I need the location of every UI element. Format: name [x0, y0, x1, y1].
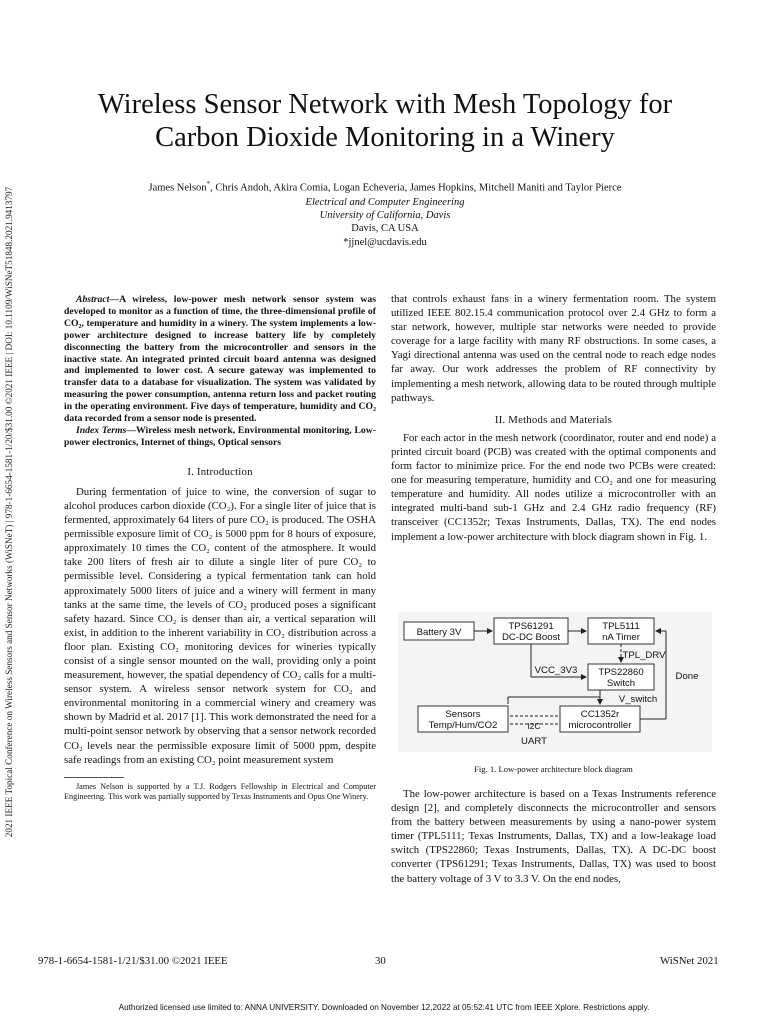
author-first: James Nelson [148, 182, 207, 194]
abstract-label: Abstract [76, 294, 110, 305]
affil-univ: University of California, Davis [319, 210, 451, 222]
right-column [391, 292, 716, 544]
abstract [64, 294, 376, 425]
section-heading-intro: I. Introduction [187, 465, 253, 478]
label-battery: Battery 3V [416, 627, 462, 638]
label-vcc: VCC_3V3 [534, 665, 578, 676]
affil-email: *jjnel@ucdavis.edu [343, 236, 427, 248]
label-tpl-drv: TPL_DRV [622, 650, 666, 661]
footer-conference: WiSNet 2021 [660, 955, 719, 967]
license-notice: Authorized licensed use limited to: ANNA UNIVERSITY. Downloaded on November 12,2022 at 05:52:41 UTC from IEEE Xplore. Restrictions apply. [118, 1003, 650, 1012]
label-uart: UART [521, 736, 547, 747]
paper-title [40, 88, 730, 154]
architecture-paragraph: The low-power architecture is based on a Texas Instruments reference design [2], and completely disconnects the microcontroller and sensors from the battery between measurements by using a nano-power system timer (TPL5111; Texas Instruments, Dallas, TX) and a low-leakage load switch (TPS22860; Texas Instruments, Dallas, TX). A DC-DC boost converter (TPS61291; Texas Instruments, Dallas, TX) was used to boost the battery voltage of 3 V to 3.3 V. On the end nodes, [391, 788, 716, 885]
section-heading-methods: II. Methods and Materials [494, 413, 613, 426]
index-terms [64, 425, 376, 449]
intro-paragraph: During fermentation of juice to wine, the conversion of sugar to alcohol produces carbon dioxide (CO₂). For a single liter of juice that is fermented, approximately 64 liters of pure CO₂ is produced. The OSHA permissible exposure limit of CO₂ is 5000 ppm for 8 hours of exposure, approximately 10 times the CO₂ content of the atmosphere. It would take 200 liters of fresh air to dilute a single liter of pure CO₂ to permissible level. Considering a typical fermentation tank can hold approximately 5000 liters of juice and a winery will ferment in many tanks at the same time, the levels of CO₂ produced poses a significant safety hazard. Since CO₂ is denser than air, a vertical separation will exist, in addition to the inherent variability in CO₂ distribution across a floor plan. Existing CO₂ monitoring devices for wineries typically consist of a single sensor mounted on the wall, providing only a point measurement, however, the spatial dependency of CO₂ calls for a multi-sensor system. A wireless sensor network system for CO₂ and environmental monitoring in a commercial winery and creamery was shown by Madrid et al. 2017 [1]. This work demonstrated the need for a multi-point sensor network by observing that a sensor network recorded CO₂ levels near the permissible exposure limit of 5000 ppm, despite safe readings from an existing CO₂ point measurement system [64, 485, 376, 766]
author-mark: * [206, 180, 211, 188]
footer-isbn: 978-1-6654-1581-1/21/$31.00 ©2021 IEEE [38, 955, 228, 967]
index-terms-label: Index Terms [76, 424, 127, 436]
figure-caption: Fig. 1. Low-power architecture block diagram [474, 764, 633, 774]
footnote: James Nelson is supported by a T.J. Rodgers Fellowship in Electrical and Computer Engineering. This work was partially supported by Texas Instruments and Opus One Winery. [64, 781, 376, 801]
label-boost-1: TPS61291 [508, 621, 554, 632]
author-list [40, 180, 730, 194]
affil-city: Davis, CA USA [351, 223, 419, 235]
abstract-text: —A wireless, low-power mesh network sensor system was developed to monitor as a function of time, the three-dimensional profile of CO₂, temperature and humidity in a winery. The system implements a low-power architecture designed to increase battery life by completely disconnecting the battery from the microcontroller and sensors in the inactive state. An integrated printed circuit board antenna was designed and implemented to lower cost. A secure gateway was implemented to transfer data to a database for visualization. The system was validated by measuring the power consumption, antenna return loss and packet routing in the operating environment. Five days of temperature, humidity and CO₂ data recorded from a sensor node is presented. [64, 294, 376, 425]
label-sensors-2: Temp/Hum/CO2 [428, 720, 498, 731]
title-line-1: Wireless Sensor Network with Mesh Topology for [97, 89, 673, 120]
label-switch-1: TPS22860 [598, 667, 644, 678]
methods-paragraph: For each actor in the mesh network (coordinator, router and end node) a printed circuit board (PCB) was created with the optimal components and form factor to minimize price. For the end node two PCBs were created: one for measuring temperature, humidity and CO₂ and one for measuring temperature and humidity. All nodes utilize a microcontroller with an integrated multi-band sub-1 GHz and 2.4 GHz radio frequency (RF) transceiver (CC1352r; Texas Instruments, Dallas, TX). The end nodes implement a low-power architecture with block diagram shown in Fig. 1. [391, 431, 716, 543]
index-terms-text: —Wireless mesh network, Environmental monitoring, Low-power electronics, Internet of things, Optical sensors [64, 424, 376, 448]
left-column [64, 294, 376, 802]
affiliation [40, 196, 730, 249]
label-i2c: I2C [527, 721, 541, 731]
author-rest: , Chris Andoh, Akira Comia, Logan Echeveria, James Hopkins, Mitchell Maniti and Taylor Pierce [210, 182, 622, 194]
title-line-2: Carbon Dioxide Monitoring in a Winery [155, 122, 615, 153]
right-column-lower [391, 787, 716, 886]
block-diagram-figure [398, 612, 712, 752]
right-paragraph-continued: that controls exhaust fans in a winery fermentation room. The system utilized IEEE 802.15.4 communication protocol over 2.4 GHz to form a star network, however, multiple star networks were needed to provide coverage for a large facility with many RF obstructions. In some cases, a Yagi directional antenna was used on the central node to reach edge nodes far away. Our work addresses the problem of RF connectivity by implementing a mesh network, allowing data to be routed through multiple pathways. [391, 293, 716, 404]
label-switch-2: Switch [606, 678, 636, 689]
label-mcu-2: microcontroller [568, 720, 632, 731]
label-sensors-1: Sensors [445, 709, 481, 720]
footnote-divider [64, 777, 124, 778]
label-done: Done [675, 671, 699, 682]
page-number: 30 [375, 955, 386, 967]
affil-dept: Electrical and Computer Engineering [305, 197, 465, 208]
block-diagram [398, 612, 712, 752]
sidebar-citation [2, 162, 16, 862]
sidebar-citation-text: 2021 IEEE Topical Conference on Wireless Sensors and Sensor Networks (WiSNeT) | 978-1-6654-1581-1/20/$31.00 ©2021 IEEE | DOI: 10.1109/WiSNeT51848.2021.9413797 [4, 186, 15, 838]
label-mcu-1: CC1352r [580, 709, 620, 720]
label-timer-2: nA Timer [602, 632, 640, 643]
label-timer-1: TPL5111 [602, 621, 640, 632]
label-boost-2: DC-DC Boost [501, 632, 561, 643]
label-v-switch: V_switch [618, 694, 658, 705]
